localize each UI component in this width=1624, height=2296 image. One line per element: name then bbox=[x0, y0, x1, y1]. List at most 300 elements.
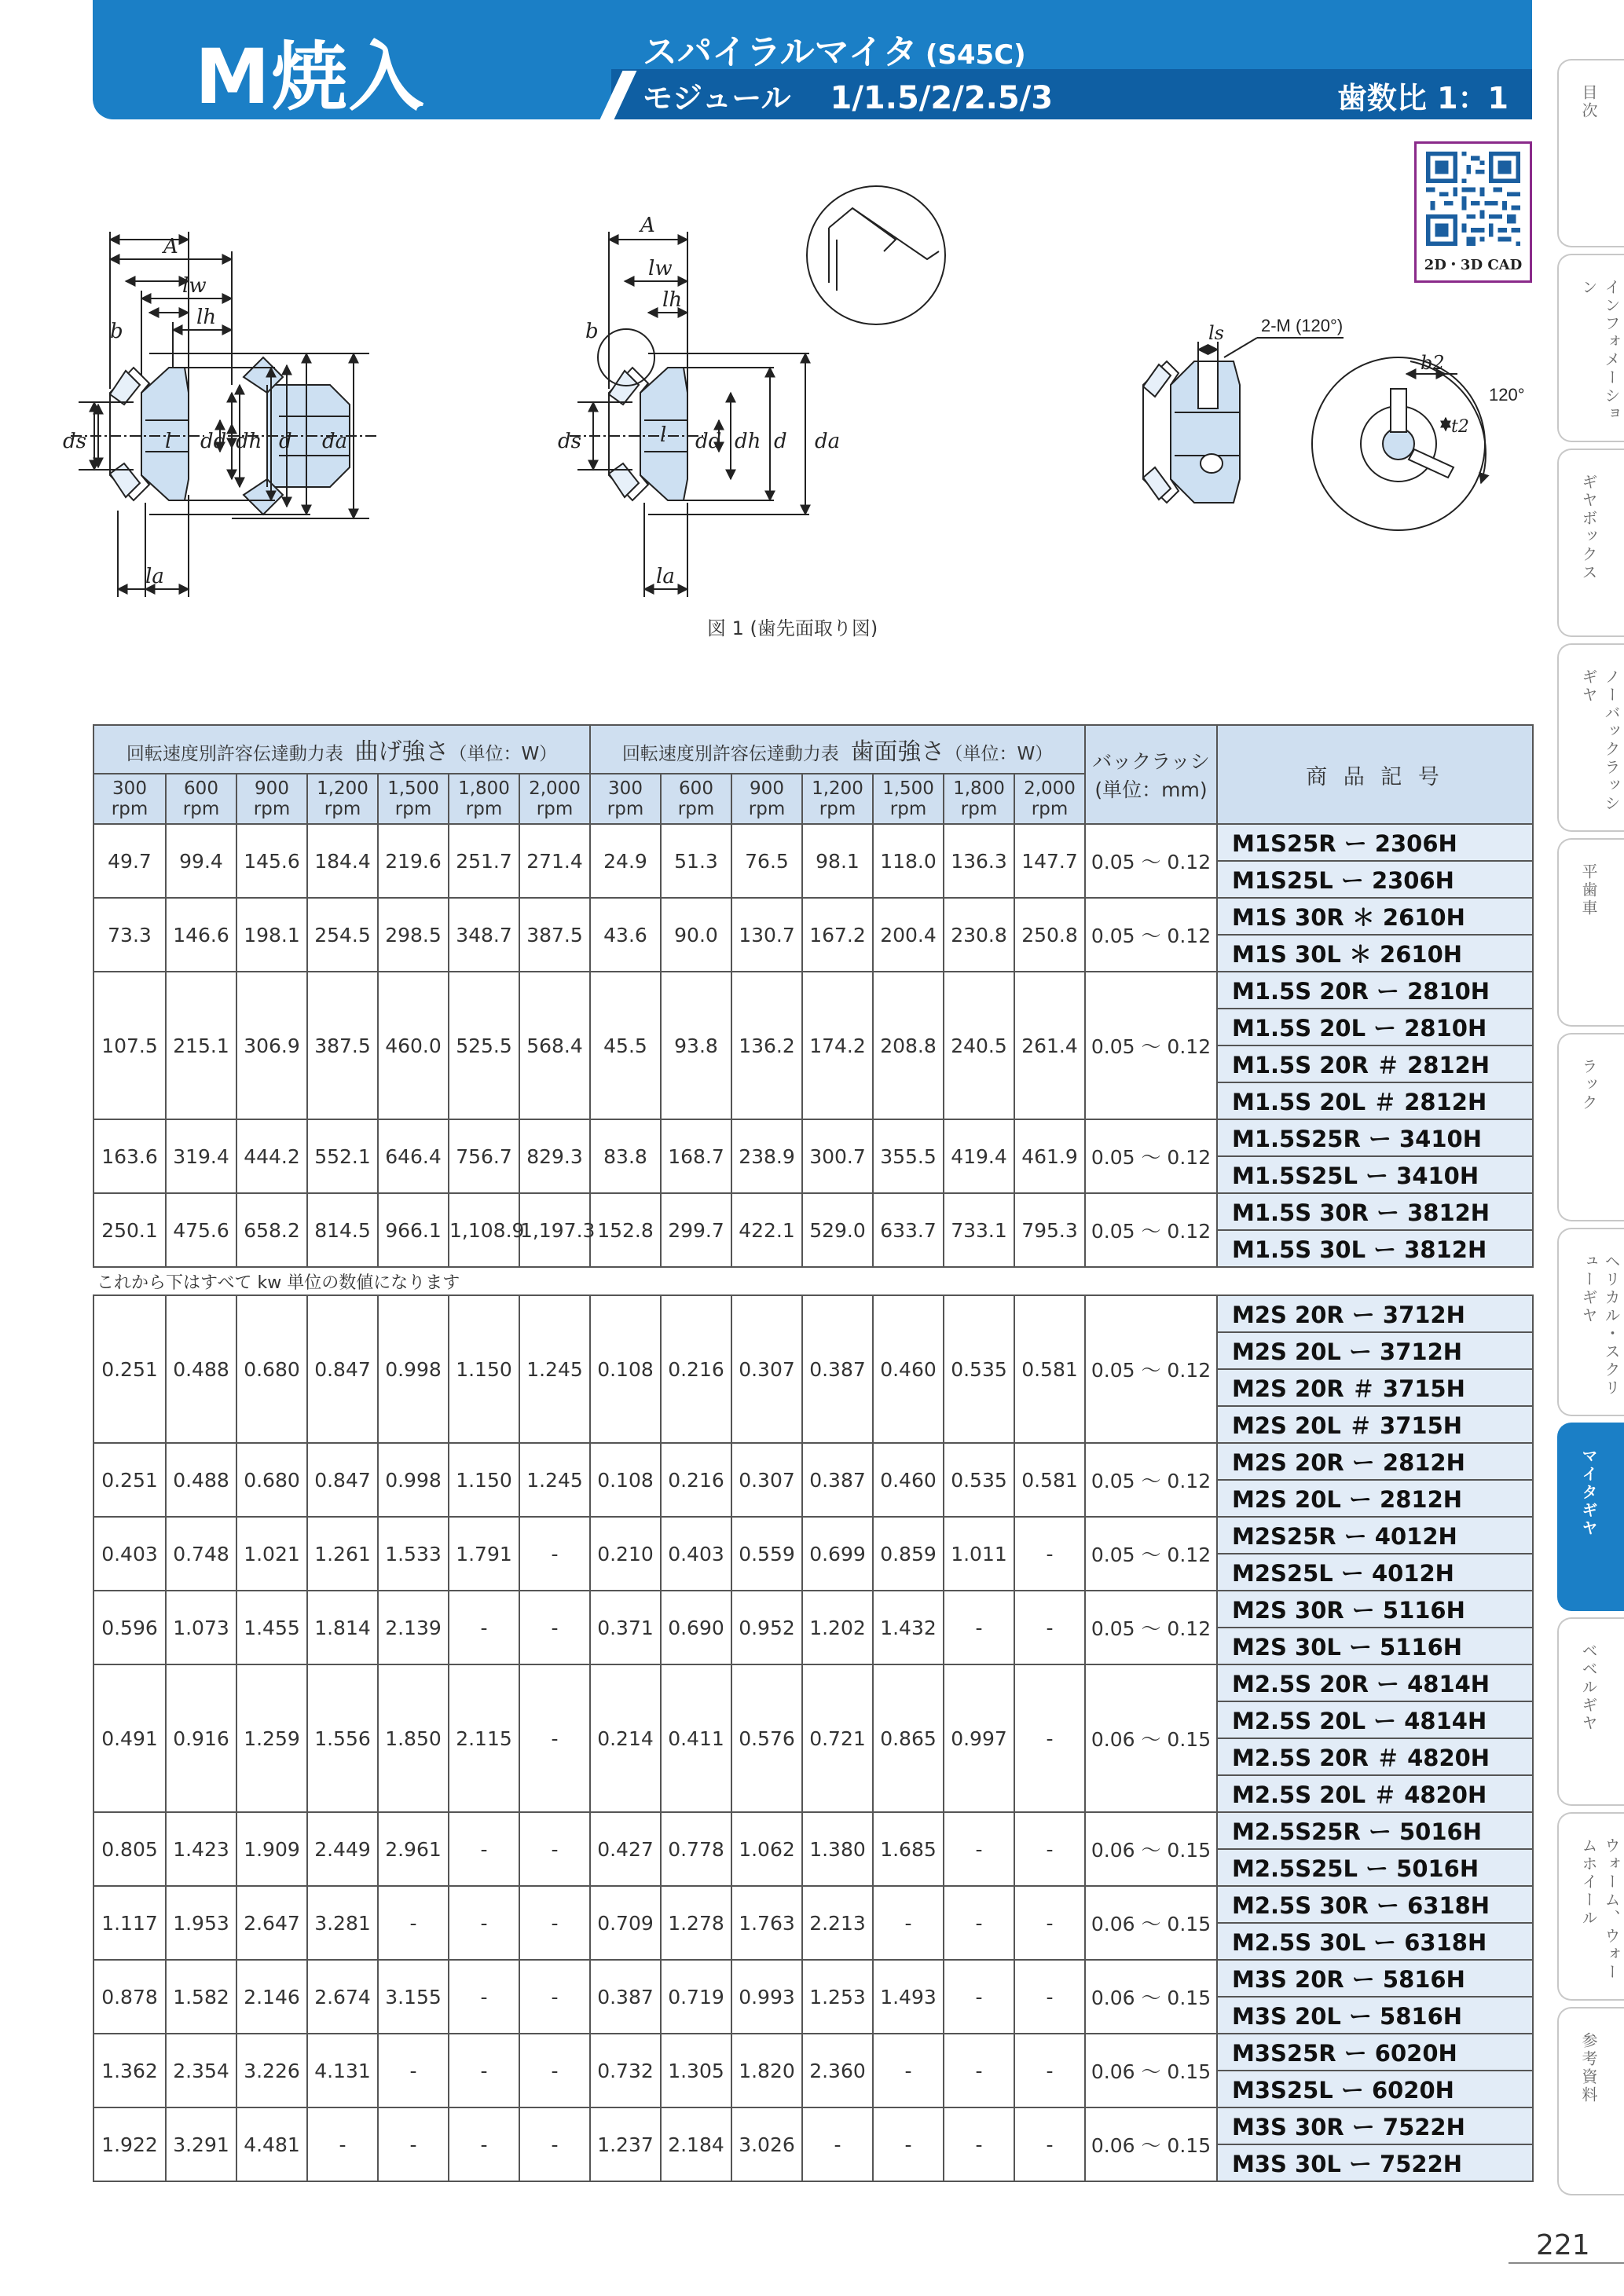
bending-value: - bbox=[519, 2107, 590, 2181]
bending-value: - bbox=[519, 2034, 590, 2107]
table-row bbox=[93, 1193, 1533, 1230]
dim-t2: t2 bbox=[1451, 417, 1469, 437]
surface-value: 0.214 bbox=[590, 1664, 661, 1812]
surface-value: 1.278 bbox=[661, 1886, 731, 1960]
rpm-header: 900 rpm bbox=[236, 774, 307, 824]
bending-value: 1.261 bbox=[307, 1517, 378, 1591]
bending-value: - bbox=[519, 1591, 590, 1664]
dim-b-2: b bbox=[585, 320, 599, 343]
product-code[interactable]: M1S 30L ＊ 2610H bbox=[1217, 935, 1533, 972]
surface-value: 261.4 bbox=[1014, 972, 1085, 1119]
bending-value: 2.354 bbox=[166, 2034, 236, 2107]
product-code[interactable]: M2.5S25L ー 5016H bbox=[1217, 1849, 1533, 1886]
surface-value: 529.0 bbox=[802, 1193, 873, 1267]
backlash-value: 0.05 ～ 0.12 bbox=[1085, 824, 1217, 898]
surface-header-bold: 歯面強さ bbox=[850, 738, 945, 766]
surface-value: 2.213 bbox=[802, 1886, 873, 1960]
surface-value: 168.7 bbox=[661, 1119, 731, 1193]
surface-value: 200.4 bbox=[873, 898, 944, 972]
backlash-value: 0.05 ～ 0.12 bbox=[1085, 1295, 1217, 1443]
bending-value: 1.922 bbox=[93, 2107, 166, 2181]
surface-value: 0.559 bbox=[731, 1517, 802, 1591]
product-code[interactable]: M2S 20R ＃ 3715H bbox=[1217, 1369, 1533, 1406]
surface-value: 0.307 bbox=[731, 1443, 802, 1517]
rpm-header: 300 rpm bbox=[590, 774, 661, 824]
bending-value: 966.1 bbox=[378, 1193, 449, 1267]
surface-value: 0.108 bbox=[590, 1443, 661, 1517]
product-title bbox=[643, 24, 1026, 74]
backlash-value: 0.05 ～ 0.12 bbox=[1085, 1193, 1217, 1267]
bending-value: 319.4 bbox=[166, 1119, 236, 1193]
dim-A-1: A bbox=[163, 235, 178, 258]
surface-value: 733.1 bbox=[944, 1193, 1014, 1267]
product-code[interactable]: M1S 30R ＊ 2610H bbox=[1217, 898, 1533, 935]
dim-dh-1: dh bbox=[236, 430, 262, 453]
dim-ls: ls bbox=[1208, 322, 1224, 344]
product-code[interactable]: M2.5S 20R ー 4814H bbox=[1217, 1664, 1533, 1701]
bending-value: 0.748 bbox=[166, 1517, 236, 1591]
table-body bbox=[93, 824, 1533, 2181]
bending-value: 2.146 bbox=[236, 1960, 307, 2034]
backlash-header: バックラッシ (単位：mm) bbox=[1085, 725, 1217, 824]
dim-dd-2: dd bbox=[695, 430, 722, 453]
bending-header-text: 回転速度別許容伝達動力表 bbox=[126, 744, 343, 764]
side-tab-label: ノーバックラッシギヤ bbox=[1579, 668, 1621, 813]
side-tab[interactable] bbox=[1557, 449, 1624, 637]
bending-group-header bbox=[93, 725, 590, 774]
bending-value: 145.6 bbox=[236, 824, 307, 898]
rpm-header: 600 rpm bbox=[661, 774, 731, 824]
backlash-value: 0.05 ～ 0.12 bbox=[1085, 1591, 1217, 1664]
table-row bbox=[93, 1812, 1533, 1849]
product-code[interactable]: M1.5S 20R ＃ 2812H bbox=[1217, 1045, 1533, 1082]
side-tab-label: ヘリカル・スクリューギヤ bbox=[1579, 1253, 1621, 1397]
surface-value: 0.952 bbox=[731, 1591, 802, 1664]
surface-value: - bbox=[944, 1591, 1014, 1664]
product-code[interactable]: M1.5S 30L ー 3812H bbox=[1217, 1230, 1533, 1267]
surface-value: 299.7 bbox=[661, 1193, 731, 1267]
surface-value: 0.307 bbox=[731, 1295, 802, 1443]
figure-caption: 図 1 (歯先面取り図) bbox=[707, 617, 878, 639]
product-code[interactable]: M1.5S 30R ー 3812H bbox=[1217, 1193, 1533, 1230]
bending-value: 306.9 bbox=[236, 972, 307, 1119]
bending-value: 251.7 bbox=[449, 824, 519, 898]
surface-header-unit: （単位：W） bbox=[944, 744, 1054, 764]
surface-value: 130.7 bbox=[731, 898, 802, 972]
bending-value: 552.1 bbox=[307, 1119, 378, 1193]
bending-value: 1.150 bbox=[449, 1295, 519, 1443]
bending-value: 475.6 bbox=[166, 1193, 236, 1267]
surface-value: 230.8 bbox=[944, 898, 1014, 972]
bending-value: 250.1 bbox=[93, 1193, 166, 1267]
table-row bbox=[93, 1295, 1533, 1332]
dim-dh-2: dh bbox=[735, 430, 761, 453]
bending-value: 0.680 bbox=[236, 1443, 307, 1517]
bending-value: 1.556 bbox=[307, 1664, 378, 1812]
product-code[interactable]: M2.5S 30L ー 6318H bbox=[1217, 1923, 1533, 1960]
dim-la-2: la bbox=[656, 565, 675, 588]
side-tab-label: ラック bbox=[1579, 1058, 1598, 1112]
gear-body-3 bbox=[1143, 338, 1344, 503]
surface-value: 0.690 bbox=[661, 1591, 731, 1664]
backlash-value: 0.06 ～ 0.15 bbox=[1085, 1960, 1217, 2034]
side-tab-label: 平歯車 bbox=[1579, 863, 1598, 917]
backlash-value: 0.05 ～ 0.12 bbox=[1085, 1119, 1217, 1193]
bending-value: 0.596 bbox=[93, 1591, 166, 1664]
side-tab-label: ウォーム、ウォームホイール bbox=[1579, 1837, 1621, 1982]
side-tab[interactable] bbox=[1557, 838, 1624, 1027]
backlash-value: 0.05 ～ 0.12 bbox=[1085, 1517, 1217, 1591]
product-code[interactable]: M2S25L ー 4012H bbox=[1217, 1554, 1533, 1591]
dim-ds-1: ds bbox=[63, 430, 86, 453]
dim-la-1: la bbox=[145, 565, 164, 588]
backlash-value: 0.06 ～ 0.15 bbox=[1085, 1812, 1217, 1886]
product-code[interactable]: M3S25L ー 6020H bbox=[1217, 2071, 1533, 2107]
surface-value: 76.5 bbox=[731, 824, 802, 898]
surface-header-text: 回転速度別許容伝達動力表 bbox=[621, 744, 839, 764]
product-code[interactable]: M1.5S 20L ー 2810H bbox=[1217, 1009, 1533, 1045]
bending-value: 829.3 bbox=[519, 1119, 590, 1193]
bending-value: 568.4 bbox=[519, 972, 590, 1119]
surface-value: 136.3 bbox=[944, 824, 1014, 898]
product-code[interactable]: M2.5S 20R ＃ 4820H bbox=[1217, 1738, 1533, 1775]
dim-da-2: da bbox=[815, 430, 841, 453]
bending-value: - bbox=[378, 2034, 449, 2107]
bending-value: 0.251 bbox=[93, 1443, 166, 1517]
surface-value: - bbox=[1014, 2034, 1085, 2107]
bending-value: 198.1 bbox=[236, 898, 307, 972]
surface-value: 0.997 bbox=[944, 1664, 1014, 1812]
bending-value: - bbox=[449, 1812, 519, 1886]
bending-value: 2.449 bbox=[307, 1812, 378, 1886]
product-name: スパイラルマイタ bbox=[643, 32, 918, 72]
surface-value: 461.9 bbox=[1014, 1119, 1085, 1193]
surface-value: 0.216 bbox=[661, 1295, 731, 1443]
bending-value: - bbox=[307, 2107, 378, 2181]
rpm-header: 1,500 rpm bbox=[873, 774, 944, 824]
product-code[interactable]: M3S25R ー 6020H bbox=[1217, 2034, 1533, 2071]
surface-value: 250.8 bbox=[1014, 898, 1085, 972]
side-tab[interactable] bbox=[1557, 1812, 1624, 2001]
product-code[interactable]: M2S25R ー 4012H bbox=[1217, 1517, 1533, 1554]
category-badge: M焼入 bbox=[195, 33, 426, 121]
page-header bbox=[93, 0, 1532, 119]
surface-value: 3.026 bbox=[731, 2107, 802, 2181]
rpm-header: 600 rpm bbox=[166, 774, 236, 824]
bending-value: 1.850 bbox=[378, 1664, 449, 1812]
surface-value: 0.387 bbox=[802, 1443, 873, 1517]
bending-value: 756.7 bbox=[449, 1119, 519, 1193]
material: (S45C) bbox=[925, 39, 1026, 71]
surface-value: 1.763 bbox=[731, 1886, 802, 1960]
surface-value: - bbox=[1014, 1664, 1085, 1812]
surface-value: 1.820 bbox=[731, 2034, 802, 2107]
bending-value: - bbox=[378, 1886, 449, 1960]
surface-value: 0.778 bbox=[661, 1812, 731, 1886]
surface-value: 633.7 bbox=[873, 1193, 944, 1267]
backlash-value: 0.06 ～ 0.15 bbox=[1085, 2034, 1217, 2107]
qr-label: 2D・3D CAD bbox=[1424, 257, 1523, 273]
surface-value: 208.8 bbox=[873, 972, 944, 1119]
rpm-header: 900 rpm bbox=[731, 774, 802, 824]
surface-value: 0.460 bbox=[873, 1443, 944, 1517]
bending-value: 1.909 bbox=[236, 1812, 307, 1886]
surface-value: - bbox=[1014, 1517, 1085, 1591]
surface-value: 0.709 bbox=[590, 1886, 661, 1960]
table-row bbox=[93, 1443, 1533, 1480]
bending-value: 1.423 bbox=[166, 1812, 236, 1886]
page-number: 221 bbox=[1536, 2229, 1590, 2261]
surface-value: - bbox=[1014, 1591, 1085, 1664]
table-row bbox=[93, 1886, 1533, 1923]
surface-value: 152.8 bbox=[590, 1193, 661, 1267]
product-code[interactable]: M2.5S 20L ー 4814H bbox=[1217, 1701, 1533, 1738]
bending-value: 1.455 bbox=[236, 1591, 307, 1664]
bending-value: 1.953 bbox=[166, 1886, 236, 1960]
side-tab-label: 参考資料 bbox=[1579, 2032, 1598, 2104]
surface-value: 240.5 bbox=[944, 972, 1014, 1119]
dim-b2: b2 bbox=[1421, 352, 1445, 374]
bending-value: 1.791 bbox=[449, 1517, 519, 1591]
dim-d-1: d bbox=[279, 430, 292, 453]
surface-value: 0.732 bbox=[590, 2034, 661, 2107]
surface-value: 93.8 bbox=[661, 972, 731, 1119]
rpm-header: 300 rpm bbox=[93, 774, 166, 824]
product-code[interactable]: M1.5S25R ー 3410H bbox=[1217, 1119, 1533, 1156]
dim-b-1: b bbox=[110, 320, 123, 343]
bending-value: - bbox=[519, 1664, 590, 1812]
surface-value: 174.2 bbox=[802, 972, 873, 1119]
product-code[interactable]: M2S 20L ＃ 3715H bbox=[1217, 1406, 1533, 1443]
bending-value: 0.403 bbox=[93, 1517, 166, 1591]
bending-value: 0.251 bbox=[93, 1295, 166, 1443]
table-row bbox=[93, 1119, 1533, 1156]
module-label: モジュール bbox=[643, 81, 791, 115]
bending-value: 219.6 bbox=[378, 824, 449, 898]
surface-value: 43.6 bbox=[590, 898, 661, 972]
product-code[interactable]: M1S25R ー 2306H bbox=[1217, 824, 1533, 861]
surface-value: 0.859 bbox=[873, 1517, 944, 1591]
surface-value: 795.3 bbox=[1014, 1193, 1085, 1267]
rpm-header: 2,000 rpm bbox=[1014, 774, 1085, 824]
backlash-value: 0.06 ～ 0.15 bbox=[1085, 1664, 1217, 1812]
product-code[interactable]: M2S 30L ー 5116H bbox=[1217, 1628, 1533, 1664]
product-code[interactable]: M3S 20L ー 5816H bbox=[1217, 1997, 1533, 2034]
product-code[interactable]: M1.5S 20L ＃ 2812H bbox=[1217, 1082, 1533, 1119]
surface-value: 51.3 bbox=[661, 824, 731, 898]
bending-value: 0.680 bbox=[236, 1295, 307, 1443]
surface-value: 0.581 bbox=[1014, 1443, 1085, 1517]
product-code[interactable]: M3S 20R ー 5816H bbox=[1217, 1960, 1533, 1997]
product-code[interactable]: M2S 20L ー 3712H bbox=[1217, 1332, 1533, 1369]
surface-value: 0.387 bbox=[590, 1960, 661, 2034]
surface-value: 1.062 bbox=[731, 1812, 802, 1886]
surface-value: - bbox=[873, 1886, 944, 1960]
surface-value: 0.210 bbox=[590, 1517, 661, 1591]
surface-value: 0.403 bbox=[661, 1517, 731, 1591]
surface-value: - bbox=[1014, 1812, 1085, 1886]
bending-value: 2.674 bbox=[307, 1960, 378, 2034]
surface-value: 98.1 bbox=[802, 824, 873, 898]
product-code[interactable]: M1.5S25L ー 3410H bbox=[1217, 1156, 1533, 1193]
dim-lh-1: lh bbox=[196, 306, 217, 329]
surface-value: 422.1 bbox=[731, 1193, 802, 1267]
bending-value: 254.5 bbox=[307, 898, 378, 972]
dim-d-2: d bbox=[774, 430, 787, 453]
surface-value: 118.0 bbox=[873, 824, 944, 898]
surface-value: 355.5 bbox=[873, 1119, 944, 1193]
surface-value: - bbox=[944, 1812, 1014, 1886]
bending-value: 1.582 bbox=[166, 1960, 236, 2034]
gear-body-1 bbox=[71, 368, 204, 500]
surface-value: 0.865 bbox=[873, 1664, 944, 1812]
bending-value: 0.998 bbox=[378, 1295, 449, 1443]
dim-lw-1: lw bbox=[182, 274, 207, 298]
surface-value: 1.011 bbox=[944, 1517, 1014, 1591]
bending-value: 348.7 bbox=[449, 898, 519, 972]
surface-value: 2.184 bbox=[661, 2107, 731, 2181]
dim-lw-2: lw bbox=[648, 257, 673, 280]
surface-value: 0.427 bbox=[590, 1812, 661, 1886]
bending-value: 0.491 bbox=[93, 1664, 166, 1812]
surface-value: 1.202 bbox=[802, 1591, 873, 1664]
product-code[interactable]: M3S 30L ー 7522H bbox=[1217, 2144, 1533, 2181]
surface-value: 0.460 bbox=[873, 1295, 944, 1443]
product-code[interactable]: M1.5S 20R ー 2810H bbox=[1217, 972, 1533, 1009]
bending-value: - bbox=[519, 1812, 590, 1886]
bending-value: - bbox=[449, 1886, 519, 1960]
surface-value: - bbox=[944, 1960, 1014, 2034]
unit-note: これから下はすべて kw 単位の数値になります bbox=[93, 1267, 1533, 1295]
product-code[interactable]: M2S 20R ー 2812H bbox=[1217, 1443, 1533, 1480]
backlash-value: 0.05 ～ 0.12 bbox=[1085, 898, 1217, 972]
bending-value: 0.847 bbox=[307, 1443, 378, 1517]
product-code[interactable]: M3S 30R ー 7522H bbox=[1217, 2107, 1533, 2144]
surface-value: - bbox=[802, 2107, 873, 2181]
bending-header-unit: （単位：W） bbox=[449, 744, 558, 764]
code-header: 商 品 記 号 bbox=[1217, 725, 1533, 824]
table-row bbox=[93, 2034, 1533, 2071]
side-tab[interactable] bbox=[1557, 2007, 1624, 2195]
table-row bbox=[93, 1960, 1533, 1997]
table-row bbox=[93, 1664, 1533, 1701]
surface-value: - bbox=[944, 2107, 1014, 2181]
product-code[interactable]: M2.5S25R ー 5016H bbox=[1217, 1812, 1533, 1849]
dim-l-2: l bbox=[660, 423, 667, 447]
angle-label: 120° bbox=[1489, 385, 1525, 405]
bending-value: 2.647 bbox=[236, 1886, 307, 1960]
rpm-header: 2,000 rpm bbox=[519, 774, 590, 824]
bending-value: 814.5 bbox=[307, 1193, 378, 1267]
side-tab[interactable] bbox=[1557, 1423, 1624, 1611]
bending-value: - bbox=[519, 1517, 590, 1591]
bending-value: 1.021 bbox=[236, 1517, 307, 1591]
side-tab[interactable] bbox=[1557, 1033, 1624, 1221]
bending-value: 271.4 bbox=[519, 824, 590, 898]
product-code[interactable]: M2.5S 20L ＃ 4820H bbox=[1217, 1775, 1533, 1812]
bending-value: 4.131 bbox=[307, 2034, 378, 2107]
product-code[interactable]: M2S 20R ー 3712H bbox=[1217, 1295, 1533, 1332]
table-row bbox=[93, 972, 1533, 1009]
bending-value: 0.847 bbox=[307, 1295, 378, 1443]
tap-label: 2-M (120°) bbox=[1261, 316, 1344, 335]
table-row bbox=[93, 824, 1533, 861]
surface-value: 0.216 bbox=[661, 1443, 731, 1517]
side-tab-label: ギヤボックス bbox=[1579, 474, 1598, 582]
surface-value: 0.576 bbox=[731, 1664, 802, 1812]
surface-value: 0.721 bbox=[802, 1664, 873, 1812]
side-tab[interactable] bbox=[1557, 643, 1624, 832]
surface-value: 147.7 bbox=[1014, 824, 1085, 898]
surface-value: 24.9 bbox=[590, 824, 661, 898]
gear-dimension-drawing bbox=[63, 196, 1556, 652]
backlash-value: 0.06 ～ 0.15 bbox=[1085, 2107, 1217, 2181]
table-row bbox=[93, 1591, 1533, 1628]
gear-labels-2 bbox=[558, 214, 840, 588]
bending-value: 2.961 bbox=[378, 1812, 449, 1886]
surface-value: 2.360 bbox=[802, 2034, 873, 2107]
surface-value: 0.411 bbox=[661, 1664, 731, 1812]
side-tab[interactable] bbox=[1557, 254, 1624, 442]
product-code[interactable]: M1S25L ー 2306H bbox=[1217, 861, 1533, 898]
rpm-header: 1,500 rpm bbox=[378, 774, 449, 824]
side-tab-label: 目次 bbox=[1579, 84, 1598, 120]
surface-value: - bbox=[1014, 1960, 1085, 2034]
bending-value: 444.2 bbox=[236, 1119, 307, 1193]
side-tab[interactable] bbox=[1557, 59, 1624, 247]
product-code[interactable]: M2.5S 30R ー 6318H bbox=[1217, 1886, 1533, 1923]
bending-value: 387.5 bbox=[307, 972, 378, 1119]
surface-value: 0.699 bbox=[802, 1517, 873, 1591]
page-number-rule bbox=[1509, 2262, 1624, 2264]
surface-value: - bbox=[873, 2107, 944, 2181]
table-row bbox=[93, 898, 1533, 935]
table-row bbox=[93, 1517, 1533, 1554]
gear-ratio: 歯数比 1：1 bbox=[1336, 81, 1509, 115]
rpm-header: 1,800 rpm bbox=[449, 774, 519, 824]
bending-value: 146.6 bbox=[166, 898, 236, 972]
bending-value: - bbox=[449, 1960, 519, 2034]
table-row bbox=[93, 2107, 1533, 2144]
surface-value: 1.305 bbox=[661, 2034, 731, 2107]
product-code[interactable]: M2S 20L ー 2812H bbox=[1217, 1480, 1533, 1517]
surface-value: 83.8 bbox=[590, 1119, 661, 1193]
bending-value: 0.488 bbox=[166, 1443, 236, 1517]
side-tab[interactable] bbox=[1557, 1228, 1624, 1416]
side-tab-label: インフォメーション bbox=[1579, 279, 1621, 423]
surface-value: 1.253 bbox=[802, 1960, 873, 2034]
surface-value: - bbox=[944, 1886, 1014, 1960]
side-tab[interactable] bbox=[1557, 1617, 1624, 1806]
surface-value: - bbox=[944, 2034, 1014, 2107]
backlash-value: 0.05 ～ 0.12 bbox=[1085, 972, 1217, 1119]
surface-group-header bbox=[590, 725, 1085, 774]
bending-value: - bbox=[519, 1886, 590, 1960]
bending-value: 2.115 bbox=[449, 1664, 519, 1812]
bending-value: - bbox=[378, 2107, 449, 2181]
side-tab-label: マイタギヤ bbox=[1579, 1448, 1598, 1538]
bending-value: - bbox=[449, 1591, 519, 1664]
surface-value: 0.387 bbox=[802, 1295, 873, 1443]
dim-l-1: l bbox=[165, 430, 172, 453]
bending-value: 0.488 bbox=[166, 1295, 236, 1443]
rpm-header: 1,800 rpm bbox=[944, 774, 1014, 824]
bending-value: 3.226 bbox=[236, 2034, 307, 2107]
rpm-header: 1,200 rpm bbox=[802, 774, 873, 824]
bending-value: 0.878 bbox=[93, 1960, 166, 2034]
product-code[interactable]: M2S 30R ー 5116H bbox=[1217, 1591, 1533, 1628]
surface-value: 0.535 bbox=[944, 1295, 1014, 1443]
